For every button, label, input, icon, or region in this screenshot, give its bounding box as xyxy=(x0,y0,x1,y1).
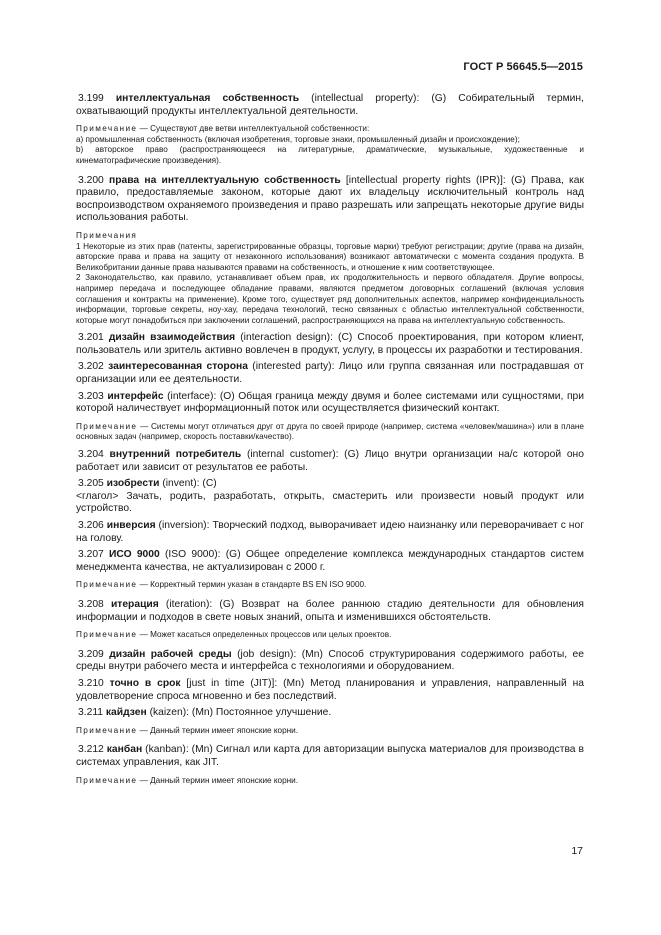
term-name: кайдзен xyxy=(105,707,147,719)
term-name: изобрести xyxy=(106,478,160,490)
term-name: канбан xyxy=(106,744,143,756)
entry-3-200: 3.200 права на интеллектуальную собственность [intellectual property rights (IPR)]: (G) Права, как правило, предоставляемые законом, которые дают их владельцу исключительный контроль над воспроизводством охраняемого произведения и право разрешать или запрещать некоторые другие виды использования работы. xyxy=(76,174,584,224)
term-name: точно в срок xyxy=(109,677,181,689)
note-heading: Примечания xyxy=(76,230,138,240)
entry-3-211: 3.211 кайдзен (kaizen): (Mn) Постоянное улучшение. xyxy=(78,707,332,719)
document-body xyxy=(76,93,584,786)
entry-3-203: 3.203 интерфейс (interface): (О) Общая граница между двумя и более системами или сущностями, при которой наличествует информационный поток или осуществляется физический контакт. xyxy=(76,390,584,415)
entry-3-206: 3.206 инверсия (inversion): Творческий подход, выворачивает идею наизнанку или переворачивает с ног на голову. xyxy=(76,520,584,544)
note: Примечание — Может касаться определенных процессов или целых проектов. xyxy=(76,630,392,640)
term-name: внутренний потребитель xyxy=(109,449,242,461)
entry-3-212: 3.212 канбан (kanban): (Mn) Сигнал или карта для авторизации выпуска материалов для производства в системах управления, как JIT. xyxy=(76,744,584,768)
entry-3-205-definition: <глагол> Зачать, родить, разработать, открыть, смастерить или произвести новый продукт или устройство. xyxy=(76,490,584,515)
note-line: b) авторское право (распространяющееся на литературные, драматические, музыкальные, художественные и кинематографические произведения). xyxy=(76,145,584,165)
note: Примечание — Данный термин имеет японские корни. xyxy=(76,775,298,785)
entry-3-204: 3.204 внутренний потребитель (internal customer): (G) Лицо внутри организации на/с которой оно работает или зависит от результатов ее работы. xyxy=(76,449,584,473)
entry-3-209: 3.209 дизайн рабочей среды (job design): (Mn) Способ структурирования содержимого работы, ее среды внутри рабочего места и интерфейса с технологиями и оборудованием. xyxy=(76,648,584,673)
term-name: права на интеллектуальную собственность xyxy=(109,174,341,186)
entry-3-199: 3.199 интеллектуальная собственность (intellectual property): (G) Собирательный термин, охватывающий продукты интеллектуальной деятельности. xyxy=(76,93,584,117)
note-line: 2 Законодательство, как правило, устанавливает объем прав, их продолжительность и первого обладателя. Другие вопросы, например передача и последующее обладание правами, являются предметом договорных соглашений (включая условия соглашения и контракты на применение). Кроме того, существует ряд дополнительных аспектов, например конфиденциальность информации, торговые секреты, ноу-хау, передача технологий, тесно связанных с областью интеллектуальной собственности, которые могут понадобиться при заключении соглашений, распространяющихся на права на интеллектуальную собственность. xyxy=(76,273,584,325)
note: Примечание — Корректный термин указан в стандарте BS EN ISO 9000. xyxy=(76,580,367,590)
entry-3-201: 3.201 дизайн взаимодействия (interaction design): (С) Способ проектирования, при котором клиент, пользователь или зритель активно вовлечен в продукт, услугу, в процессы их разработки и тестирования. xyxy=(76,332,584,356)
term-name: итерация xyxy=(110,598,159,610)
entry-3-210: 3.210 точно в срок [just in time (JIT)]: (Mn) Метод планирования и управления, направленный на удовлетворение спроса мгновенно и без последствий. xyxy=(76,677,584,702)
entry-3-202: 3.202 заинтересованная сторона (interested party): Лицо или группа связанная или пострадавшая от организации или ее деятельности. xyxy=(76,361,584,386)
standard-header: ГОСТ Р 56645.5—2015 xyxy=(463,61,583,73)
term-name: инверсия xyxy=(106,520,156,531)
page-number: 17 xyxy=(571,845,583,857)
term-name: интеллектуальная собственность xyxy=(115,93,300,104)
entry-3-208: 3.208 итерация (iteration): (G) Возврат на более раннюю стадию деятельности для обновления информации и подходов в свете новых знаний, опыта и изменившихся обстоятельств. xyxy=(76,598,584,623)
note: Примечание — Данный термин имеет японские корни. xyxy=(76,725,298,735)
note: Примечание — Существуют две ветви интеллектуальной собственности: xyxy=(76,124,370,134)
entry-3-207: 3.207 ИСО 9000 (ISO 9000): (G) Общее определение комплекса международных стандартов систем менеджмента качества, не актуализирован с 2000 г. xyxy=(76,549,584,573)
term-name: заинтересованная сторона xyxy=(108,361,248,373)
note-line: а) промышленная собственность (включая изобретения, торговые знаки, промышленный дизайн и происхождение); xyxy=(76,134,520,144)
term-name: дизайн взаимодействия xyxy=(108,332,236,344)
term-name: интерфейс xyxy=(107,390,164,402)
note-line: 1 Некоторые из этих прав (патенты, зарегистрированные образцы, торговые марки) требуют регистрации; другие (права на дизайн, авторские права и права на защиту от незаконного использования) возникают автоматически с момента создания продукта. В Великобритании данные права называются правами на собственность, и отношение к ним соответствующее. xyxy=(76,241,584,272)
term-name: ИСО 9000 xyxy=(109,549,160,561)
note: Примечание — Системы могут отличаться друг от друга по своей природе (например, система «человек/машина») или в плане основных задач (например, скорость поставки/качество). xyxy=(76,421,584,442)
term-name: дизайн рабочей среды xyxy=(109,648,232,660)
entry-3-205: 3.205 изобрести (invent): (С) xyxy=(78,478,217,490)
